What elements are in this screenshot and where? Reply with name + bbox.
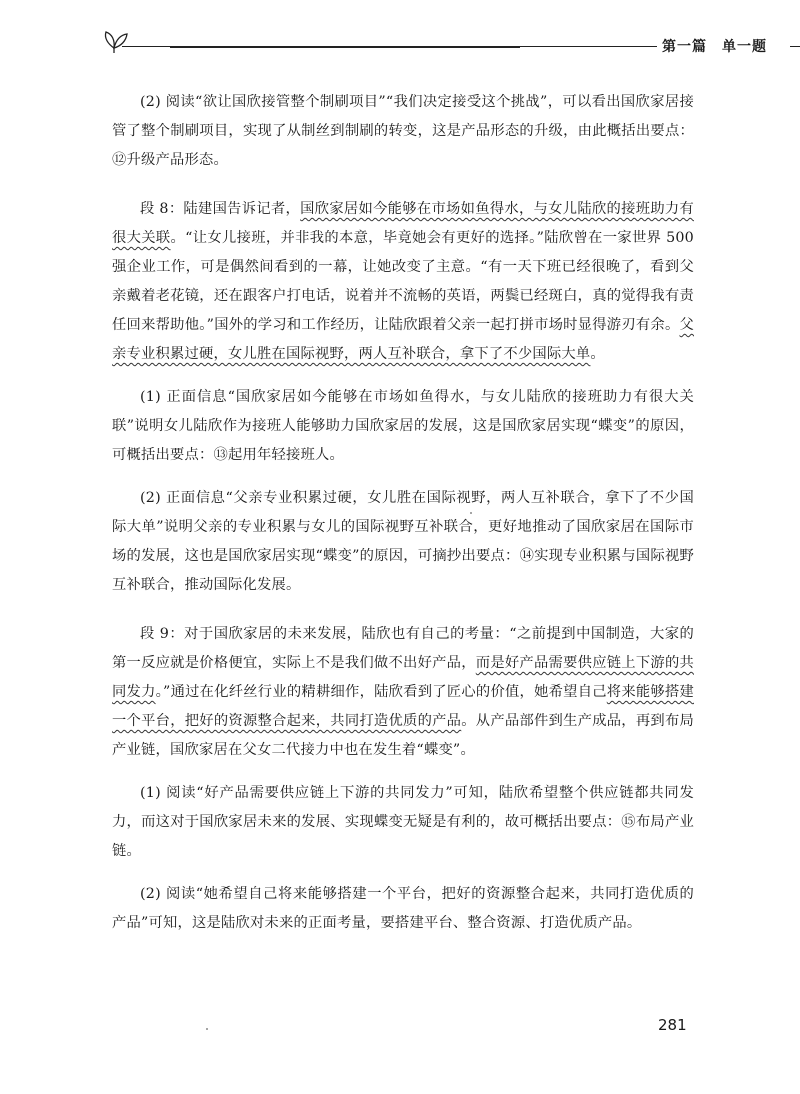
text-run: 段 9：对于国欣家居的未来发展，陆欣也有自己的考量：“之前提到中国制造，大家的第一反应就是价格便宜，实际上不是我们做不出好产品， [112, 626, 694, 671]
text-run: (1) 阅读“好产品需要供应链上下游的共同发力”可知，陆欣希望整个供应链都共同发力，而这对于国欣家居未来的发展、实现蝶变无疑是有利的，故可概括出要点：⑮布局产业链。 [112, 785, 694, 859]
paragraph [112, 195, 694, 369]
section-title: 第一篇 单一题 [662, 39, 767, 55]
page-number: 281 [658, 1016, 687, 1034]
underlined-key-sentence: 父亲专业积累过硬，女儿胜在国际视野，两人互补联合，拿下了不少国际大单 [112, 317, 694, 362]
body-text [112, 88, 694, 952]
text-run: (2) 正面信息“父亲专业积累过硬，女儿胜在国际视野，两人互补联合，拿下了不少国际大单”说明父亲的专业积累与女儿的国际视野互补联合，更好地推动了国欣家居在国际市场的发展，这也是国欣家居实现“蝶变”的原因，可摘抄出要点：⑭实现专业积累与国际视野互补联合，推动国际化发展。 [112, 490, 694, 593]
underlined-key-sentence: 将来能够搭建一个平台，把好的资源整合起来，共同打造优质的产品 [112, 684, 694, 729]
scan-speck [470, 512, 472, 514]
paragraph [112, 620, 694, 765]
paragraph [112, 88, 694, 175]
sprout-leaf-icon [100, 26, 130, 56]
text-run: 。“让女儿接班，并非我的本意，毕竟她会有更好的选择。”陆欣曾在一家世界 500 强企业工作，可是偶然间看到的一幕，让她改变了主意。“有一天下班已经很晚了，看到父亲戴着老花镜，还在跟客户打电话，说着并不流畅的英语，两鬓已经斑白，真的觉得我有责任回来帮助他。”国外的学习和工作经历，让陆欣跟着父亲一起打拼市场时显得游刃有余。 [112, 230, 694, 333]
underlined-key-sentence: 国欣家居如今能够在市场如鱼得水，与女儿陆欣的接班助力有很大关联 [112, 201, 694, 246]
paragraph [112, 383, 694, 470]
text-run: 。”通过在化纤丝行业的精耕细作，陆欣看到了匠心的价值，她希望自己 [155, 684, 607, 700]
scan-speck [206, 1028, 208, 1030]
running-header [100, 36, 790, 56]
text-run: (2) 阅读“她希望自己将来能够搭建一个平台，把好的资源整合起来，共同打造优质的产品”可知，这是陆欣对未来的正面考量，要搭建平台、整合资源、打造优质产品。 [112, 886, 694, 931]
text-run: (1) 正面信息“国欣家居如今能够在市场如鱼得水，与女儿陆欣的接班助力有很大关联”说明女儿陆欣作为接班人能够助力国欣家居的发展，这是国欣家居实现“蝶变”的原因，可概括出要点：⑬起用年轻接班人。 [112, 389, 694, 463]
text-run: 段 8：陆建国告诉记者， [140, 201, 301, 217]
paragraph [112, 779, 694, 866]
paragraph [112, 880, 694, 938]
header-rule-right [790, 46, 800, 47]
text-run: 。从产品部件到生产成品，再到布局产业链，国欣家居在父女二代接力中也在发生着“蝶变”。 [112, 713, 694, 758]
header-rule-bold [170, 46, 520, 48]
paragraph [112, 484, 694, 600]
text-run: 。 [590, 346, 605, 362]
text-run: (2) 阅读“欲让国欣接管整个制刷项目”“我们决定接受这个挑战”，可以看出国欣家居接管了整个制刷项目，实现了从制丝到制刷的转变，这是产品形态的升级，由此概括出要点：⑫升级产品形态。 [112, 94, 694, 168]
underlined-key-sentence: 而是好产品需要供应链上下游的共同发力 [112, 655, 694, 700]
